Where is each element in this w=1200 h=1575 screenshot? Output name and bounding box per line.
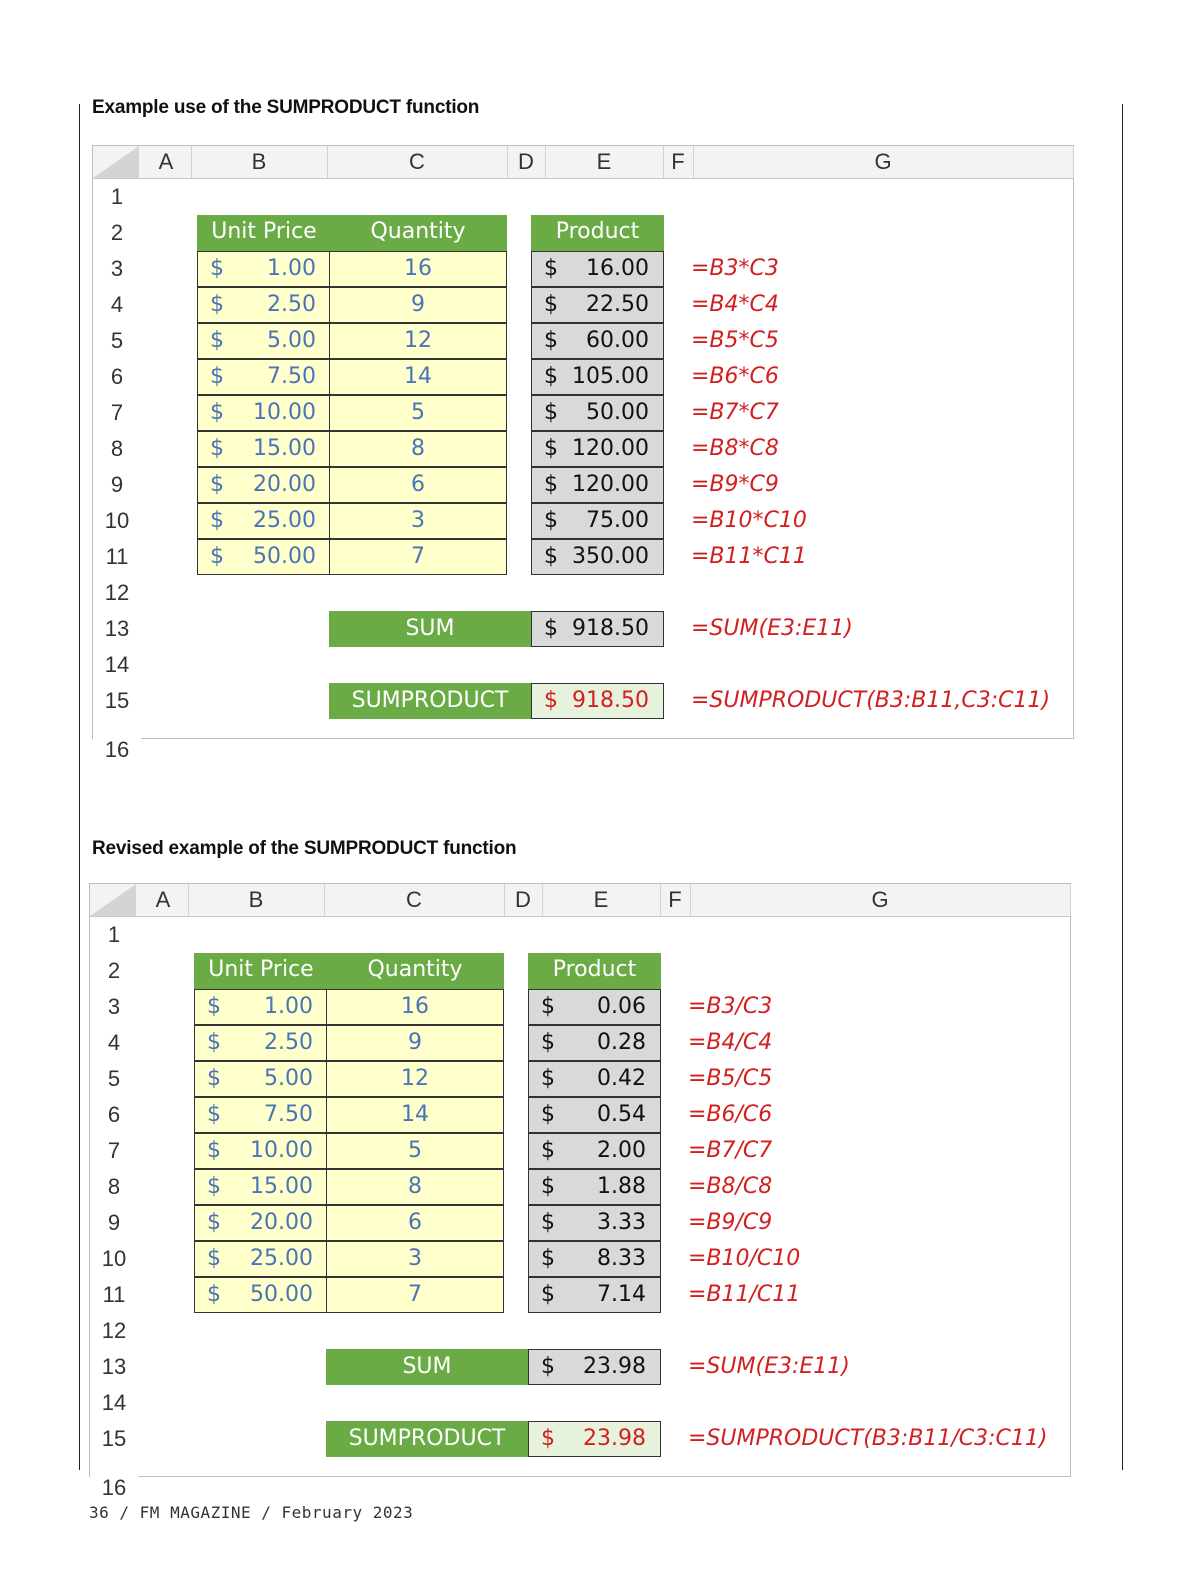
formula-note: =B11/C11 <box>688 1282 801 1307</box>
unit-price-cell <box>197 395 331 431</box>
page-footer: 36 / FM MAGAZINE / February 2023 <box>89 1503 414 1522</box>
formula-note: =B9/C9 <box>688 1210 773 1235</box>
column-header-b: B <box>191 146 328 178</box>
currency-symbol: $ <box>541 1246 555 1271</box>
formula-note: =B6*C6 <box>691 364 779 389</box>
sumproduct-label: SUMPRODUCT <box>329 683 531 719</box>
currency-symbol: $ <box>544 688 558 713</box>
currency-symbol: $ <box>541 1354 555 1379</box>
row-header-15: 15 <box>104 688 130 713</box>
quantity-cell: 14 <box>329 359 507 395</box>
header-product: Product <box>528 953 661 989</box>
currency-symbol: $ <box>207 1246 221 1271</box>
sum-formula-note: =SUM(E3:E11) <box>691 616 853 641</box>
currency-symbol: $ <box>210 364 224 389</box>
formula-note: =B4/C4 <box>688 1030 773 1055</box>
formula-note: =B4*C4 <box>691 292 779 317</box>
amount-value: 10.00 <box>253 400 316 425</box>
amount-value: 16.00 <box>586 256 649 281</box>
product-cell <box>531 395 664 431</box>
product-cell <box>528 1133 661 1169</box>
unit-price-cell <box>197 323 331 359</box>
currency-symbol: $ <box>544 328 558 353</box>
row-header-14: 14 <box>104 652 130 677</box>
formula-note: =B5*C5 <box>691 328 779 353</box>
unit-price-cell <box>194 1277 328 1313</box>
product-cell <box>528 1097 661 1133</box>
row-header-5: 5 <box>107 1066 121 1091</box>
column-header-e: E <box>545 146 664 178</box>
amount-value: 918.50 <box>572 688 649 713</box>
unit-price-cell <box>197 467 331 503</box>
amount-value: 50.00 <box>253 544 316 569</box>
formula-note: =B3/C3 <box>688 994 773 1019</box>
product-cell <box>531 359 664 395</box>
currency-symbol: $ <box>210 328 224 353</box>
formula-note: =B7*C7 <box>691 400 779 425</box>
unit-price-cell <box>197 503 331 539</box>
row-header-7: 7 <box>110 400 124 425</box>
product-cell <box>531 323 664 359</box>
unit-price-cell <box>194 989 328 1025</box>
column-header-a: A <box>141 146 192 178</box>
amount-value: 0.06 <box>597 994 646 1019</box>
row-header-9: 9 <box>107 1210 121 1235</box>
sum-label: SUM <box>326 1349 528 1385</box>
product-cell <box>531 431 664 467</box>
quantity-cell: 5 <box>326 1133 504 1169</box>
amount-value: 23.98 <box>583 1426 646 1451</box>
formula-note: =B5/C5 <box>688 1066 773 1091</box>
amount-value: 3.33 <box>597 1210 646 1235</box>
amount-value: 25.00 <box>253 508 316 533</box>
unit-price-cell <box>197 359 331 395</box>
column-header-b: B <box>188 884 325 916</box>
currency-symbol: $ <box>544 292 558 317</box>
amount-value: 22.50 <box>586 292 649 317</box>
currency-symbol: $ <box>210 292 224 317</box>
unit-price-cell <box>194 1169 328 1205</box>
row-header-12: 12 <box>101 1318 127 1343</box>
quantity-cell: 12 <box>329 323 507 359</box>
row-header-4: 4 <box>110 292 124 317</box>
row-header-11: 11 <box>105 544 129 569</box>
currency-symbol: $ <box>541 1138 555 1163</box>
product-cell <box>531 467 664 503</box>
header-unit-price: Unit Price <box>194 953 328 989</box>
row-header-13: 13 <box>104 616 130 641</box>
row-header-bar <box>93 179 141 739</box>
amount-value: 2.50 <box>264 1030 313 1055</box>
amount-value: 75.00 <box>586 508 649 533</box>
amount-value: 1.00 <box>267 256 316 281</box>
column-header-g: G <box>690 884 1071 916</box>
currency-symbol: $ <box>541 1210 555 1235</box>
row-header-6: 6 <box>110 364 124 389</box>
amount-value: 105.00 <box>572 364 649 389</box>
currency-symbol: $ <box>544 508 558 533</box>
amount-value: 0.42 <box>597 1066 646 1091</box>
currency-symbol: $ <box>541 1030 555 1055</box>
select-all-corner <box>90 884 136 916</box>
spreadsheet-second <box>89 883 1071 1500</box>
amount-value: 7.14 <box>597 1282 646 1307</box>
currency-symbol: $ <box>210 472 224 497</box>
quantity-cell: 6 <box>329 467 507 503</box>
row-header-2: 2 <box>107 958 121 983</box>
column-header-a: A <box>138 884 189 916</box>
unit-price-cell <box>197 431 331 467</box>
amount-value: 7.50 <box>264 1102 313 1127</box>
caption-first: Example use of the SUMPRODUCT function <box>92 97 480 118</box>
amount-value: 15.00 <box>253 436 316 461</box>
row-header-11: 11 <box>102 1282 126 1307</box>
amount-value: 0.28 <box>597 1030 646 1055</box>
row-header-10: 10 <box>104 508 130 533</box>
column-header-bar <box>90 884 1070 917</box>
row-header-5: 5 <box>110 328 124 353</box>
quantity-cell: 3 <box>326 1241 504 1277</box>
formula-note: =B9*C9 <box>691 472 779 497</box>
currency-symbol: $ <box>541 994 555 1019</box>
formula-note: =B8*C8 <box>691 436 779 461</box>
select-all-corner <box>93 146 139 178</box>
amount-value: 1.00 <box>264 994 313 1019</box>
product-cell <box>531 251 664 287</box>
quantity-cell: 14 <box>326 1097 504 1133</box>
amount-value: 350.00 <box>572 544 649 569</box>
product-cell <box>528 989 661 1025</box>
currency-symbol: $ <box>541 1282 555 1307</box>
amount-value: 918.50 <box>572 616 649 641</box>
amount-value: 25.00 <box>250 1246 313 1271</box>
row-header-16: 16 <box>104 737 130 762</box>
unit-price-cell <box>194 1061 328 1097</box>
amount-value: 2.50 <box>267 292 316 317</box>
amount-value: 120.00 <box>572 436 649 461</box>
currency-symbol: $ <box>544 616 558 641</box>
row-header-16-partial <box>93 732 141 762</box>
quantity-cell: 7 <box>326 1277 504 1313</box>
amount-value: 60.00 <box>586 328 649 353</box>
row-header-4: 4 <box>107 1030 121 1055</box>
amount-value: 1.88 <box>597 1174 646 1199</box>
quantity-cell: 6 <box>326 1205 504 1241</box>
row-header-3: 3 <box>107 994 121 1019</box>
quantity-cell: 12 <box>326 1061 504 1097</box>
column-header-d: D <box>504 884 543 916</box>
product-cell <box>528 1025 661 1061</box>
currency-symbol: $ <box>544 544 558 569</box>
sum-formula-note: =SUM(E3:E11) <box>688 1354 850 1379</box>
currency-symbol: $ <box>544 256 558 281</box>
row-header-6: 6 <box>107 1102 121 1127</box>
sumproduct-label: SUMPRODUCT <box>326 1421 528 1457</box>
row-header-2: 2 <box>110 220 124 245</box>
sum-label: SUM <box>329 611 531 647</box>
column-header-f: F <box>660 884 691 916</box>
formula-note: =B10*C10 <box>691 508 807 533</box>
page-left-rule <box>79 104 80 1470</box>
quantity-cell: 9 <box>329 287 507 323</box>
sumproduct-value-cell <box>531 683 664 719</box>
caption-second: Revised example of the SUMPRODUCT function <box>92 838 517 859</box>
amount-value: 5.00 <box>264 1066 313 1091</box>
unit-price-cell <box>194 1205 328 1241</box>
row-header-16: 16 <box>101 1475 127 1500</box>
row-header-7: 7 <box>107 1138 121 1163</box>
quantity-cell: 16 <box>329 251 507 287</box>
amount-value: 2.00 <box>597 1138 646 1163</box>
product-cell <box>528 1205 661 1241</box>
currency-symbol: $ <box>207 1030 221 1055</box>
currency-symbol: $ <box>207 1066 221 1091</box>
row-header-1: 1 <box>110 184 124 209</box>
currency-symbol: $ <box>207 1210 221 1235</box>
amount-value: 20.00 <box>250 1210 313 1235</box>
currency-symbol: $ <box>207 1282 221 1307</box>
amount-value: 7.50 <box>267 364 316 389</box>
row-header-8: 8 <box>110 436 124 461</box>
column-header-c: C <box>327 146 508 178</box>
column-header-e: E <box>542 884 661 916</box>
unit-price-cell <box>194 1133 328 1169</box>
quantity-cell: 9 <box>326 1025 504 1061</box>
amount-value: 15.00 <box>250 1174 313 1199</box>
currency-symbol: $ <box>541 1174 555 1199</box>
amount-value: 10.00 <box>250 1138 313 1163</box>
column-header-f: F <box>663 146 694 178</box>
column-header-bar <box>93 146 1073 179</box>
header-quantity: Quantity <box>326 953 504 989</box>
quantity-cell: 7 <box>329 539 507 575</box>
currency-symbol: $ <box>541 1066 555 1091</box>
currency-symbol: $ <box>207 994 221 1019</box>
currency-symbol: $ <box>210 256 224 281</box>
amount-value: 120.00 <box>572 472 649 497</box>
product-cell <box>528 1241 661 1277</box>
unit-price-cell <box>194 1241 328 1277</box>
quantity-cell: 5 <box>329 395 507 431</box>
amount-value: 20.00 <box>253 472 316 497</box>
header-unit-price: Unit Price <box>197 215 331 251</box>
currency-symbol: $ <box>544 364 558 389</box>
row-header-3: 3 <box>110 256 124 281</box>
sumproduct-formula-note: =SUMPRODUCT(B3:B11,C3:C11) <box>691 688 1051 713</box>
formula-note: =B8/C8 <box>688 1174 773 1199</box>
currency-symbol: $ <box>207 1174 221 1199</box>
quantity-cell: 8 <box>326 1169 504 1205</box>
amount-value: 5.00 <box>267 328 316 353</box>
header-product: Product <box>531 215 664 251</box>
row-header-9: 9 <box>110 472 124 497</box>
sumproduct-formula-note: =SUMPRODUCT(B3:B11/C3:C11) <box>688 1426 1048 1451</box>
quantity-cell: 8 <box>329 431 507 467</box>
row-header-16-partial <box>90 1470 138 1500</box>
row-header-12: 12 <box>104 580 130 605</box>
currency-symbol: $ <box>544 400 558 425</box>
sum-value-cell <box>528 1349 661 1385</box>
row-header-1: 1 <box>107 922 121 947</box>
product-cell <box>528 1277 661 1313</box>
column-header-g: G <box>693 146 1074 178</box>
currency-symbol: $ <box>207 1138 221 1163</box>
amount-value: 50.00 <box>586 400 649 425</box>
product-cell <box>531 539 664 575</box>
currency-symbol: $ <box>210 436 224 461</box>
spreadsheet-first <box>92 145 1074 762</box>
amount-value: 50.00 <box>250 1282 313 1307</box>
formula-note: =B11*C11 <box>691 544 807 569</box>
currency-symbol: $ <box>210 544 224 569</box>
sum-value-cell <box>531 611 664 647</box>
unit-price-cell <box>197 251 331 287</box>
currency-symbol: $ <box>210 400 224 425</box>
quantity-cell: 3 <box>329 503 507 539</box>
formula-note: =B3*C3 <box>691 256 779 281</box>
amount-value: 23.98 <box>583 1354 646 1379</box>
product-cell <box>528 1169 661 1205</box>
amount-value: 0.54 <box>597 1102 646 1127</box>
product-cell <box>531 287 664 323</box>
column-header-c: C <box>324 884 505 916</box>
row-header-8: 8 <box>107 1174 121 1199</box>
unit-price-cell <box>197 287 331 323</box>
product-cell <box>531 503 664 539</box>
header-quantity: Quantity <box>329 215 507 251</box>
quantity-cell: 16 <box>326 989 504 1025</box>
currency-symbol: $ <box>210 508 224 533</box>
row-header-14: 14 <box>101 1390 127 1415</box>
unit-price-cell <box>194 1097 328 1133</box>
sumproduct-value-cell <box>528 1421 661 1457</box>
row-header-bar <box>90 917 138 1477</box>
row-header-15: 15 <box>101 1426 127 1451</box>
currency-symbol: $ <box>541 1102 555 1127</box>
page-right-rule <box>1122 104 1123 1470</box>
currency-symbol: $ <box>541 1426 555 1451</box>
product-cell <box>528 1061 661 1097</box>
formula-note: =B10/C10 <box>688 1246 801 1271</box>
currency-symbol: $ <box>544 436 558 461</box>
row-header-10: 10 <box>101 1246 127 1271</box>
currency-symbol: $ <box>544 472 558 497</box>
column-header-d: D <box>507 146 546 178</box>
amount-value: 8.33 <box>597 1246 646 1271</box>
unit-price-cell <box>194 1025 328 1061</box>
currency-symbol: $ <box>207 1102 221 1127</box>
row-header-13: 13 <box>101 1354 127 1379</box>
unit-price-cell <box>197 539 331 575</box>
formula-note: =B7/C7 <box>688 1138 773 1163</box>
formula-note: =B6/C6 <box>688 1102 773 1127</box>
